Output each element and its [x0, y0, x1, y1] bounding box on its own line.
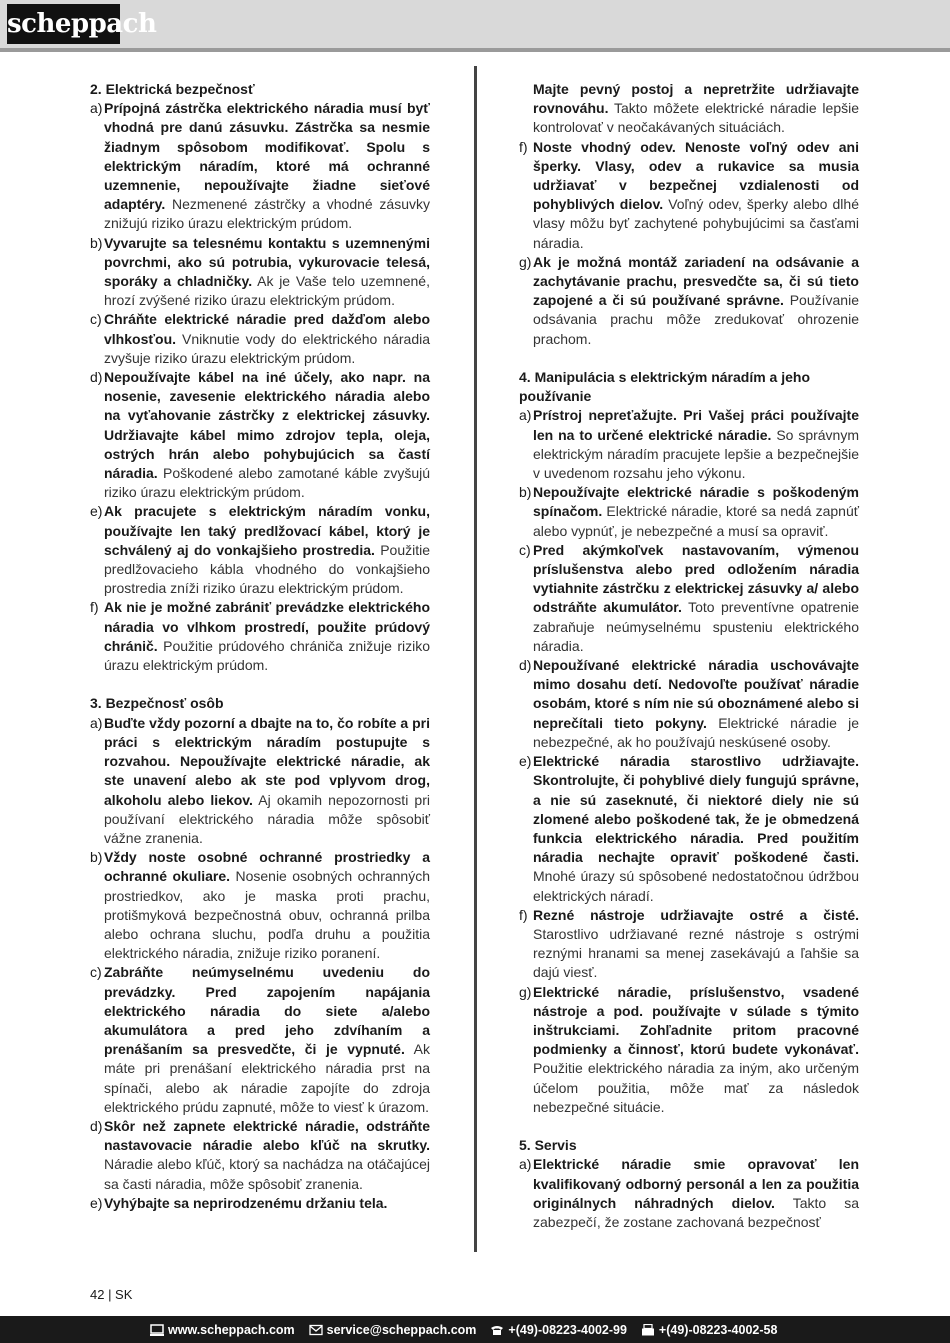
item-bold-text: Ak je možná montáž zariadení na odsávanie a zachytávanie prachu, presvedčte sa, či sú tieto zapojené a či sú používané správne.: [533, 253, 859, 309]
header-underline: [0, 48, 950, 52]
page-header: [0, 0, 950, 48]
item-bold-text: Pred akýmkoľvek nastavovaním, výmenou príslušenstva alebo pred odložením náradia vytiahnite zástrčku z elektrickej zásuvky a/ alebo odstráňte akumulátor.: [533, 541, 859, 616]
item-bold-text: Majte pevný postoj a nepretržite udržiavajte rovnováhu.: [533, 81, 859, 117]
item-label: d): [90, 1117, 103, 1134]
item-label: c): [90, 964, 102, 981]
phone-text: +(49)-08223-4002-99: [508, 1322, 627, 1337]
item-text: [533, 80, 859, 138]
item-label: d): [519, 657, 532, 674]
list-item: [519, 483, 859, 541]
footer-email[interactable]: [309, 1323, 477, 1337]
item-bold-text: Prístroj nepreťažujte. Pri Vašej práci používajte len na to určené elektrické náradie.: [533, 407, 859, 443]
computer-icon: [150, 1324, 164, 1336]
item-text: [104, 963, 430, 1117]
website-text: www.scheppach.com: [168, 1322, 295, 1337]
item-normal-text: Ak máte pri prenášaní elektrického náradia prst na spínači, alebo ak náradie zapojíte do zdroja elektrického prúdu zapnuté, môže to viesť k úrazom.: [104, 1041, 431, 1115]
item-text: [104, 234, 430, 311]
item-bold-text: Elektrické náradie, príslušenstvo, vsadené nástroje a pod. používajte v súlade s týmito inštrukciami. Zohľadnite pritom pracovné podmienky a činnosť, ktorú budete vykonávať.: [533, 983, 859, 1058]
item-text: [533, 906, 859, 983]
page-footer: [0, 1316, 950, 1343]
list-item: [90, 963, 430, 1117]
item-normal-text: Starostlivo udržiavané rezné nástroje s ostrými reznými hranami sa menej zasekávajú a ľahšie sa dajú viesť.: [533, 925, 859, 981]
list-item: [90, 598, 430, 675]
list-item: [90, 99, 430, 233]
item-normal-text: Aj okamih nepozornosti pri používaní elektrického náradia môže spôsobiť vážne zranenia.: [104, 791, 430, 846]
list-item: [519, 138, 859, 253]
email-text: service@scheppach.com: [326, 1322, 477, 1337]
item-text: [533, 752, 859, 906]
item-label: a): [519, 407, 532, 424]
item-bold-text: Elektrické náradia starostlivo udržiavajte. Skontrolujte, či pohyblivé diely fungujú správne, a nie sú zaseknuté, či niektoré diely nie sú zlomené alebo poškodené tak, že je obmedzená funkcia elektrického náradia. Pred použitím náradia nechajte opraviť poškodené časti.: [533, 753, 859, 866]
item-bold-text: Elektrické náradie smie opravovať len kvalifikovaný odborný personál a len za použitia originálnych náhradných dielov.: [533, 1156, 859, 1211]
section-gap: [519, 1117, 859, 1136]
scheppach-logo: scheppach: [7, 4, 120, 44]
item-bold-text: Nepoužívajte elektrické náradie s poškodeným spínačom.: [533, 484, 859, 520]
fax-text: +(49)-08223-4002-58: [658, 1322, 778, 1337]
item-normal-text: Nezmenené zástrčky a vhodné zásuvky znižujú riziko úrazu elektrickým prúdom.: [104, 196, 430, 232]
item-normal-text: Takto môžete elektrické náradie lepšie kontrolovať v neočakávaných situáciách.: [533, 100, 859, 136]
item-normal-text: Ak je Vaše telo uzemnené, hrozí zvýšené riziko úrazu elektrickým prúdom.: [104, 273, 430, 309]
item-label: f): [519, 138, 528, 155]
item-text: [104, 502, 430, 598]
item-normal-text: Použitie predlžovacieho kábla vhodného do vonkajšieho prostredia zníži riziko úrazu elektrickým prúdom.: [104, 541, 431, 597]
item-text: [533, 483, 859, 541]
right-text-column: [519, 80, 859, 1232]
item-label: a): [519, 1156, 532, 1173]
item-bold-text: Vyvarujte sa telesnému kontaktu s uzemnenými povrchmi, ako sú potrubia, vykurovacie telesá, sporáky a chladničky.: [104, 234, 430, 290]
phone-icon: [490, 1324, 504, 1336]
item-bold-text: Vyhýbajte sa neprirodzenému držaniu tela.: [104, 1194, 388, 1211]
section-heading: 2. Elektrická bezpečnosť: [90, 81, 255, 97]
email-icon: [309, 1324, 323, 1336]
item-label: e): [519, 753, 532, 770]
item-bold-text: Skôr než zapnete elektrické náradie, odstráňte nastavovacie náradie alebo kľúč na skrutky.: [104, 1117, 430, 1154]
list-item: [90, 714, 430, 848]
item-text: [104, 310, 430, 368]
item-text: [533, 983, 859, 1117]
item-label: b): [519, 484, 532, 501]
list-item: [519, 752, 859, 906]
item-text: [104, 714, 430, 848]
list-item: [90, 1117, 430, 1194]
item-normal-text: Vniknutie vody do elektrického náradia zvyšuje riziko úrazu elektrickým prúdom.: [104, 330, 431, 366]
item-bold-text: Nepoužívané elektrické náradia uschovávajte mimo dosahu detí. Nedovoľte používať náradie osobám, ktoré s ním nie sú oboznámené alebo si neprečítali tieto pokyny.: [533, 657, 859, 731]
item-bold-text: Vždy noste osobné ochranné prostriedky a ochranné okuliare.: [104, 849, 430, 885]
list-item: [519, 541, 859, 656]
item-bold-text: Rezné nástroje udržiavajte ostré a čisté.: [533, 906, 859, 923]
item-text: [533, 253, 859, 349]
item-normal-text: Toto preventívne opatrenie zabraňuje neúmyselnému spusteniu elektrického náradia.: [533, 599, 859, 654]
item-text: [104, 99, 430, 233]
list-item: [519, 656, 859, 752]
item-label: g): [519, 983, 532, 1000]
list-item: [519, 1155, 859, 1232]
item-bold-text: Chráňte elektrické náradie pred dažďom alebo vlhkosťou.: [104, 311, 430, 347]
item-label: b): [90, 849, 103, 866]
item-text: [104, 1194, 430, 1213]
item-normal-text: Používanie odsávania prachu môže zredukovať ohrozenie prachom.: [533, 292, 859, 347]
item-text: [533, 138, 859, 253]
item-text: [533, 1155, 859, 1232]
item-normal-text: Takto sa zabezpečí, že zostane zachovaná bezpečnosť: [533, 1194, 860, 1230]
item-normal-text: Použitie prúdového chrániča znižuje riziko úrazu elektrickým prúdom.: [104, 637, 430, 674]
item-label: f): [90, 599, 99, 616]
section-heading: 5. Servis: [519, 1137, 577, 1154]
item-normal-text: Voľný odev, šperky alebo dlhé vlasy môžu byť zachytené pohybujúcimi sa časťami náradia.: [533, 196, 859, 251]
list-item: [519, 253, 859, 349]
list-item: [90, 368, 430, 502]
page-number: 42 | SK: [90, 1287, 133, 1302]
item-text: [533, 541, 859, 656]
list-item: [519, 406, 859, 483]
item-label: a): [90, 714, 103, 731]
item-label: e): [90, 503, 103, 520]
item-normal-text: Náradie alebo kľúč, ktorý sa nachádza na otáčajúcej sa časti náradia, môže spôsobiť zranenia.: [104, 1156, 430, 1192]
list-item: [90, 310, 430, 368]
item-text: [533, 406, 859, 483]
fax-icon: [641, 1324, 655, 1336]
footer-phone[interactable]: [490, 1323, 627, 1337]
item-indent: [519, 80, 533, 138]
item-bold-text: Zabráňte neúmyselnému uvedeniu do prevádzky. Pred zapojením napájania elektrického náradia do siete a/alebo akumulátora a pred jeho zdvíhaním a prenášaním sa presvedčte, či je vypnuté.: [104, 964, 430, 1058]
item-label: g): [519, 253, 532, 270]
list-item: [519, 906, 859, 983]
item-normal-text: Mnohé úrazy sú spôsobené nedostatočnou údržbou elektrických náradí.: [533, 868, 859, 904]
list-item: [90, 234, 430, 311]
item-text: [104, 1117, 430, 1194]
item-bold-text: Ak pracujete s elektrickým náradím vonku, používajte len taký predlžovací kábel, ktorý je schválený aj do vonkajšieho prostredia.: [104, 503, 430, 558]
item-normal-text: So správnym elektrickým náradím pracujete lepšie a bezpečnejšie v uvedenom rozsahu jeho výkonu.: [533, 426, 860, 482]
item-label: c): [90, 311, 102, 328]
list-item: [90, 848, 430, 963]
item-label: b): [90, 234, 103, 251]
item-label: d): [90, 369, 103, 386]
item-bold-text: Prípojná zástrčka elektrického náradia musí byť vhodná pre danú zásuvku. Zástrčka sa nesmie žiadnym spôsobom modifikovať. Spolu s elektrickým náradím, ktoré má ochranné uzemnenie, nepoužívajte žiadne sieťové adaptéry.: [104, 100, 430, 213]
item-normal-text: Poškodené alebo zamotané káble zvyšujú riziko úrazu elektrickým prúdom.: [104, 465, 430, 501]
item-label: f): [519, 906, 528, 923]
item-label: c): [519, 541, 531, 558]
footer-website[interactable]: [150, 1323, 295, 1337]
item-normal-text: Elektrické náradie, ktoré sa nedá zapnúť alebo vypnúť, je nebezpečné a musí sa opraviť.: [533, 503, 859, 539]
list-item: [519, 80, 859, 138]
item-bold-text: Noste vhodný odev. Nenoste voľný odev ani šperky. Vlasy, odev a rukavice sa musia udržiavať v bezpečnej vzdialenosti od pohyblivých dielov.: [533, 138, 859, 213]
item-normal-text: Použitie elektrického náradia za iným, ako určeným účelom použitia, môže mať za následok nebezpečné situácie.: [533, 1060, 859, 1115]
list-item: [90, 1194, 430, 1213]
item-label: e): [90, 1194, 103, 1211]
item-text: [104, 848, 430, 963]
list-item: [519, 983, 859, 1117]
item-bold-text: Ak nie je možné zabrániť prevádzke elektrického náradia vo vlhkom prostredí, použite prúdový chránič.: [104, 599, 430, 654]
item-normal-text: Elektrické náradie je nebezpečné, ak ho používajú neskúsené osoby.: [533, 714, 860, 750]
footer-fax[interactable]: [641, 1323, 778, 1337]
item-bold-text: Buďte vždy pozorní a dbajte na to, čo robíte a pri práci s elektrickým náradím postupujte s rozvahou. Nepoužívajte elektrické náradie, ak ste unavení alebo ak ste pod vplyvom drog, alkoholu alebo liekov.: [104, 714, 430, 808]
left-text-column: [90, 80, 430, 1213]
column-divider: [474, 66, 477, 1252]
section-heading: 3. Bezpečnosť osôb: [90, 695, 224, 712]
section-heading: 4. Manipulácia s elektrickým náradím a jeho používanie: [519, 369, 811, 405]
item-text: [104, 368, 430, 502]
section-gap: [519, 349, 859, 368]
section-gap: [90, 675, 430, 694]
item-normal-text: Nosenie osobných ochranných prostriedkov, ako je maska proti prachu, protišmyková bezpečnostná obuv, ochranná prilba alebo ochrana sluchu, podľa druhu a použitia elektrického náradia, znižuje riziko poranení.: [104, 868, 431, 962]
list-item: [90, 502, 430, 598]
item-text: [104, 598, 430, 675]
item-bold-text: Nepoužívajte kábel na iné účely, ako napr. na nosenie, zavesenie elektrického náradia alebo na vyťahovanie zástrčky z elektrickej zásuvky. Udržiavajte kábel mimo zdrojov tepla, oleja, ostrých hrán alebo pohybujúcich sa častí náradia.: [104, 369, 430, 482]
item-label: a): [90, 100, 103, 117]
item-text: [533, 656, 859, 752]
